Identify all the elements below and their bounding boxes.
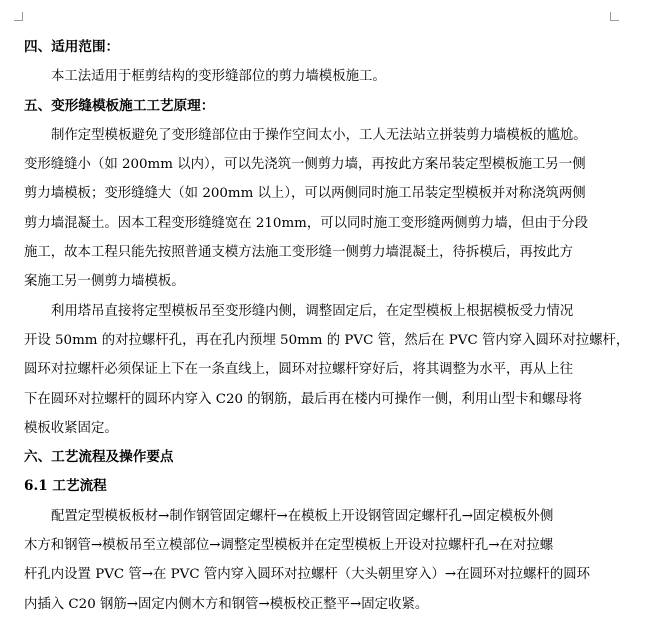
paragraph-line: 下在圆环对拉螺杆的圆环内穿入 C20 的钢筋，最后再在楼内可操作一侧，利用山型卡和螺母将 (24, 391, 583, 407)
paragraph-line: 本工法适用于框剪结构的变形缝部位的剪力墙模板施工。 (51, 69, 386, 85)
section-heading-process: 六、工艺流程及操作要点 (24, 449, 174, 466)
paragraph-line: 制作定型模板避免了变形缝部位由于操作空间太小，工人无法站立拼装剪力墙模板的尴尬。 (51, 127, 587, 143)
paragraph-line: 施工，故本工程只能先按照普通支模方法施工变形缝一侧剪力墙混凝土，待拆模后，再按此方 (24, 245, 574, 261)
paragraph-line: 配置定型模板板材→制作钢管固定螺杆→在模板上开设钢管固定螺杆孔→固定模板外侧 (51, 508, 554, 524)
paragraph-line: 圆环对拉螺杆必须保证上下在一条直线上，圆环对拉螺杆穿好后，将其调整为水平，再从上往 (24, 362, 574, 378)
paragraph-line: 案施工另一侧剪力墙模板。 (24, 274, 185, 290)
paragraph-line: 变形缝缝小（如 200mm 以内），可以先浇筑一侧剪力墙，再按此方案吊装定型模板施工另一侧 (24, 157, 586, 173)
paragraph-line: 木方和钢管→模板吊至立模部位→调整定型模板并在定型模板上开设对拉螺杆孔→在对拉螺 (24, 538, 554, 554)
paragraph-line: 剪力墙混凝土。因本工程变形缝缝宽在 210mm，可以同时施工变形缝两侧剪力墙，但由于分段 (24, 215, 589, 231)
paragraph-line: 内插入 C20 钢筋→固定内侧木方和钢管→模板校正整平→固定收紧。 (24, 596, 429, 612)
paragraph-line: 利用塔吊直接将定型模板吊至变形缝内侧，调整固定后，在定型模板上根据模板受力情况 (51, 303, 574, 319)
paragraph-line: 模板收紧固定。 (24, 420, 118, 436)
document-body[interactable] (24, 33, 638, 619)
paragraph-line: 剪力墙模板；变形缝缝大（如 200mm 以上），可以两侧同时施工吊装定型模板并对称浇筑两侧 (24, 186, 586, 202)
margin-corner-mark-left (14, 12, 23, 21)
section-heading-scope: 四、适用范围： (24, 39, 120, 55)
paragraph-line: 开设 50mm 的对拉螺杆孔，再在孔内预埋 50mm 的 PVC 管，然后在 PVC 管内穿入圆环对拉螺杆， (24, 332, 630, 348)
section-heading-principle: 五、变形缝模板施工工艺原理： (24, 97, 215, 114)
margin-corner-mark-right (610, 12, 619, 21)
paragraph-line: 杆孔内设置 PVC 管→在 PVC 管内穿入圆环对拉螺杆（大头朝里穿入）→在圆环对拉螺杆的圆环 (24, 567, 590, 583)
subsection-heading-flow: 6.1 工艺流程 (24, 478, 107, 495)
